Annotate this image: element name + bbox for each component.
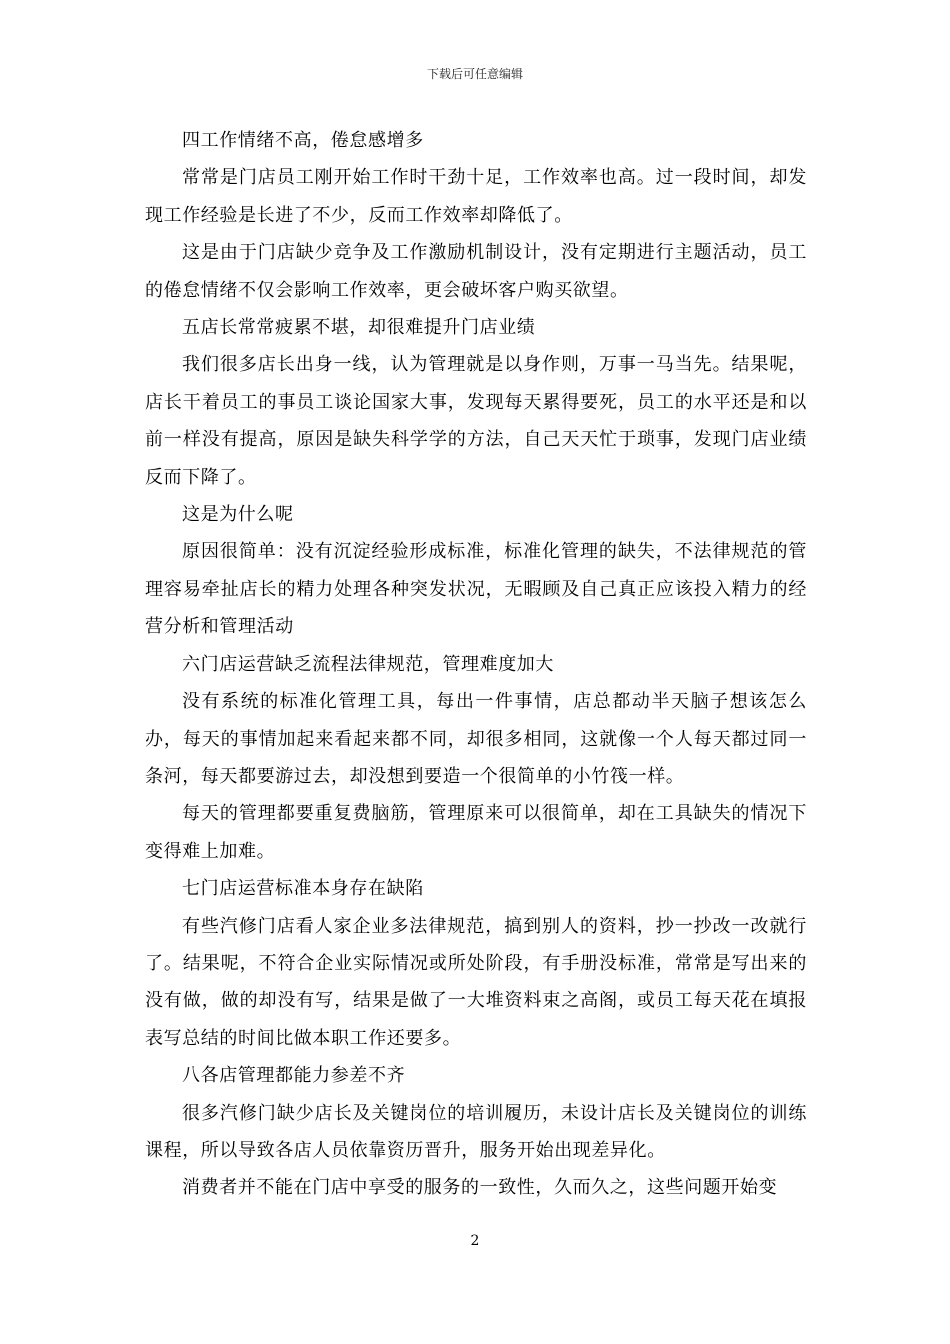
body-paragraph: 我们很多店长出身一线，认为管理就是以身作则，万事一马当先。结果呢，店长干着员工的事员工谈论国家大事，发现每天累得要死，员工的水平还是和以前一样没有提高，原因是缺失科学学的方法，自己天天忙于琐事，发现门店业绩反而下降了。	[145, 354, 807, 488]
body-paragraph: 没有系统的标准化管理工具，每出一件事情，店总都动半天脑子想该怎么办，每天的事情加起来看起来都不同，却很多相同，这就像一个人每天都过同一条河，每天都要游过去，却没想到要造一个很简单的小竹筏一样。	[145, 691, 807, 787]
body-paragraph: 很多汽修门缺少店长及关键岗位的培训履历，未设计店长及关键岗位的训练课程，所以导致各店人员依靠资历晋升，服务开始出现差异化。	[145, 1102, 807, 1161]
body-paragraph: 消费者并不能在门店中享受的服务的一致性，久而久之，这些问题开始变	[182, 1177, 778, 1199]
page-number: 2	[470, 1233, 480, 1249]
section-heading-seven: 七门店运营标准本身存在缺陷	[182, 878, 424, 900]
body-paragraph: 常常是门店员工刚开始工作时干劲十足，工作效率也高。过一段时间，却发现工作经验是长进了不少，反而工作效率却降低了。	[145, 167, 807, 226]
document-body	[145, 122, 807, 1207]
page-header: 下载后可任意编辑	[426, 67, 523, 81]
body-paragraph: 这是为什么呢	[182, 504, 294, 526]
body-paragraph: 原因很简单：没有沉淀经验形成标准，标准化管理的缺失，不法律规范的管理容易牵扯店长的精力处理各种突发状况，无暇顾及自己真正应该投入精力的经营分析和管理活动	[145, 541, 807, 638]
section-heading-eight: 八各店管理都能力参差不齐	[182, 1065, 406, 1087]
section-heading-six: 六门店运营缺乏流程法律规范，管理难度加大	[182, 653, 554, 675]
section-heading-four: 四工作情绪不高，倦怠感增多	[182, 130, 424, 151]
section-heading-five: 五店长常常疲累不堪，却很难提升门店业绩	[182, 317, 536, 339]
body-paragraph: 有些汽修门店看人家企业多法律规范，搞到别人的资料，抄一抄改一改就行了。结果呢，不符合企业实际情况或所处阶段，有手册没标准，常常是写出来的没有做，做的却没有写，结果是做了一大堆资料束之高阁，或员工每天花在填报表写总结的时间比做本职工作还要多。	[145, 915, 807, 1049]
body-paragraph: 这是由于门店缺少竞争及工作激励机制设计，没有定期进行主题活动，员工的倦怠情绪不仅会影响工作效率，更会破坏客户购买欲望。	[145, 242, 807, 301]
body-paragraph: 每天的管理都要重复费脑筋，管理原来可以很简单，却在工具缺失的情况下变得难上加难。	[145, 803, 807, 862]
